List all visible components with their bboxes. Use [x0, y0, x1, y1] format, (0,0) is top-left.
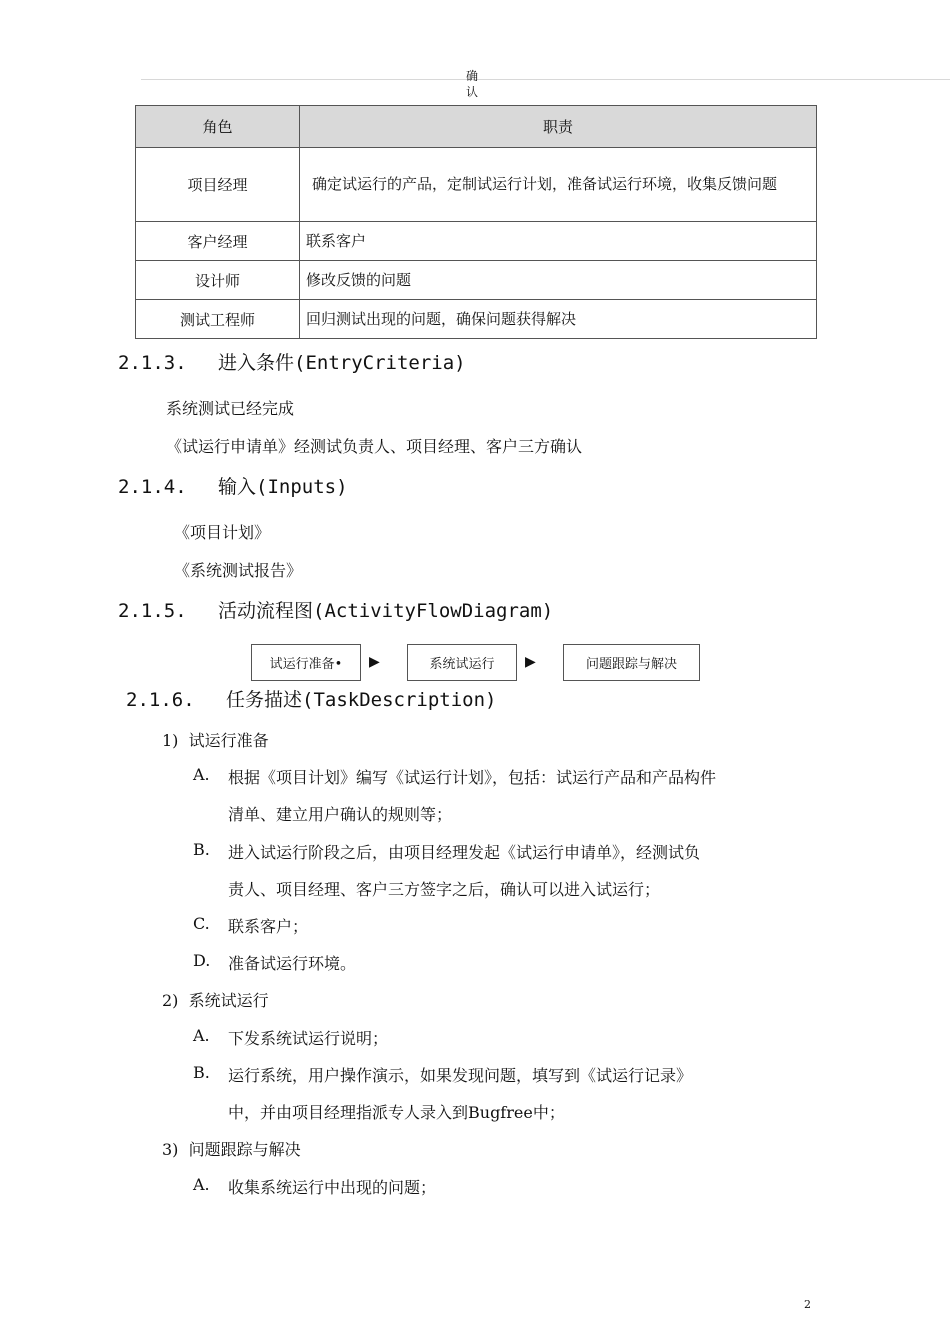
table-header-duty: 职责 — [300, 106, 817, 148]
table-row — [136, 300, 817, 339]
page-number: 2 — [804, 1298, 811, 1311]
subtask-label: A. — [193, 1175, 210, 1194]
list-number: 3) — [162, 1140, 179, 1159]
input-item: 《项目计划》 — [174, 523, 271, 542]
header-rule — [141, 79, 950, 80]
table-cell-duty: 联系客户 — [300, 222, 817, 261]
table-row — [136, 261, 817, 300]
header-confirm-char-1: 确 — [465, 69, 478, 83]
header-confirm-text — [462, 68, 482, 100]
entry-item: 《试运行申请单》经测试负责人、项目经理、客户三方确认 — [166, 437, 583, 456]
input-item: 《系统测试报告》 — [174, 561, 303, 580]
task-1 — [162, 728, 269, 751]
section-heading-tasks — [126, 685, 496, 712]
table-cell-duty — [300, 148, 817, 222]
table-cell-duty: 回归测试出现的问题，确保问题获得解决 — [300, 300, 817, 339]
entry-item: 系统测试已经完成 — [166, 399, 295, 418]
table-cell-role: 项目经理 — [136, 148, 300, 222]
header-confirm-char-2: 认 — [465, 85, 478, 99]
subtask-label: B. — [193, 1063, 210, 1082]
subtask-label: A. — [193, 765, 210, 784]
table-cell-role: 测试工程师 — [136, 300, 300, 339]
task-2 — [162, 988, 269, 1011]
subtask-text: 收集系统运行中出现的问题； — [228, 1178, 437, 1197]
subtask-label: B. — [193, 840, 210, 859]
list-number: 2) — [162, 991, 179, 1010]
task-title: 问题跟踪与解决 — [188, 1140, 301, 1159]
subtask-text: 责人、项目经理、客户三方签字之后，确认可以进入试运行； — [228, 880, 661, 899]
table-row — [136, 222, 817, 261]
table-row — [136, 148, 817, 222]
subtask-label: A. — [193, 1026, 210, 1045]
subtask-text: 运行系统，用户操作演示，如果发现问题，填写到《试运行记录》 — [228, 1066, 693, 1085]
section-title: 活动流程图(ActivityFlowDiagram) — [218, 600, 554, 622]
subtask-text: 根据《项目计划》编写《试运行计划》，包括：试运行产品和产品构件 — [228, 768, 717, 787]
subtask-text: 进入试运行阶段之后，由项目经理发起《试运行申请单》，经测试负 — [228, 843, 701, 862]
subtask-text: 准备试运行环境。 — [228, 954, 357, 973]
section-number: 2.1.5. — [118, 600, 187, 622]
subtask-text: 清单、建立用户确认的规则等； — [228, 805, 453, 824]
table-cell-role: 客户经理 — [136, 222, 300, 261]
subtask-text: 中，并由项目经理指派专人录入到Bugfree中； — [228, 1103, 565, 1122]
table-header-role: 角色 — [136, 106, 300, 148]
table-cell-role: 设计师 — [136, 261, 300, 300]
subtask-label: D. — [193, 951, 211, 970]
table-header-row — [136, 106, 817, 148]
flow-arrow-icon: ▶ — [369, 654, 380, 670]
list-number: 1) — [162, 731, 179, 750]
section-heading-inputs — [118, 472, 348, 499]
task-title: 系统试运行 — [188, 991, 269, 1010]
flow-step-run: 系统试运行 — [407, 644, 517, 681]
section-number: 2.1.6. — [126, 689, 195, 711]
section-title: 任务描述(TaskDescription) — [226, 689, 497, 711]
flow-arrow-icon: ▶ — [525, 654, 536, 670]
section-title: 输入(Inputs) — [218, 476, 348, 498]
table-cell-duty: 修改反馈的问题 — [300, 261, 817, 300]
subtask-text: 联系客户； — [228, 917, 309, 936]
flow-step-prepare: 试运行准备• — [251, 644, 361, 681]
flow-step-track: 问题跟踪与解决 — [563, 644, 700, 681]
role-table — [135, 105, 817, 339]
task-title: 试运行准备 — [188, 731, 269, 750]
section-number: 2.1.4. — [118, 476, 187, 498]
section-title: 进入条件(EntryCriteria) — [218, 352, 466, 374]
section-heading-flow — [118, 596, 553, 623]
subtask-label: C. — [193, 914, 210, 933]
task-3 — [162, 1137, 301, 1160]
duty-text: 确定试运行的产品，定制试运行计划，准备试运行环境，收集反馈问题 — [312, 175, 778, 193]
subtask-text: 下发系统试运行说明； — [228, 1029, 389, 1048]
section-number: 2.1.3. — [118, 352, 187, 374]
section-heading-entry — [118, 348, 466, 375]
